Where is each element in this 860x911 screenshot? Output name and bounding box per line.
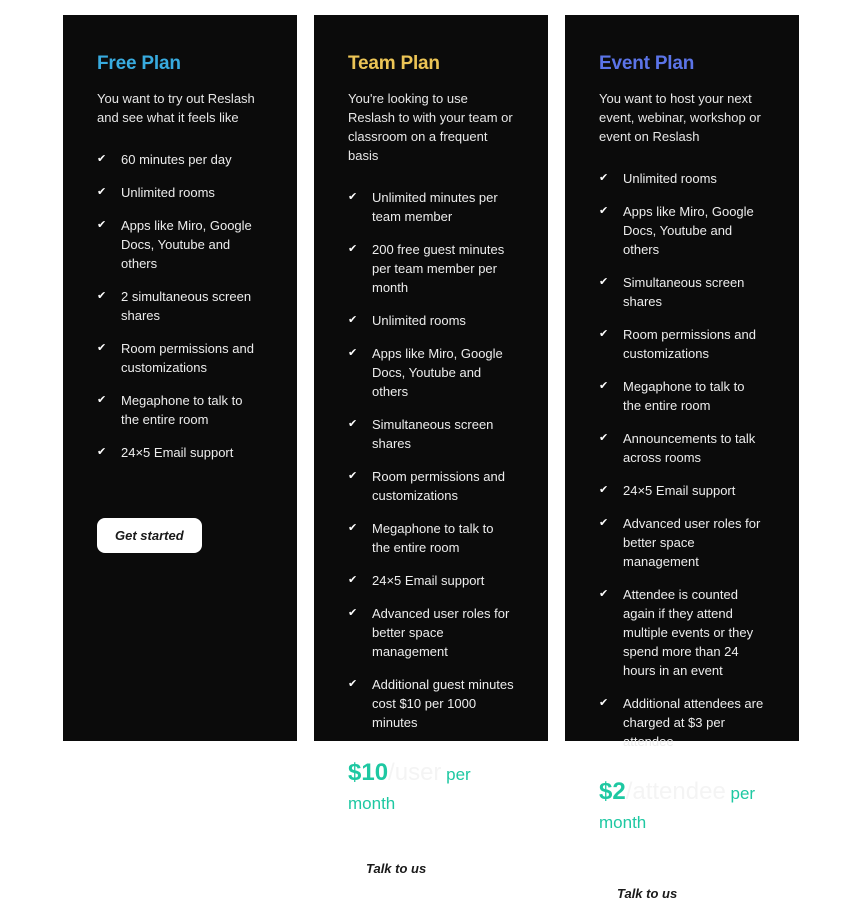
feature-item bbox=[599, 694, 765, 751]
feature-text: Apps like Miro, Google Docs, Youtube and others bbox=[623, 204, 754, 257]
talk-to-us-button[interactable]: Talk to us bbox=[348, 851, 444, 886]
feature-text: Advanced user roles for better space management bbox=[623, 516, 761, 569]
check-icon: ✔ bbox=[97, 219, 107, 231]
feature-item bbox=[348, 415, 514, 453]
check-icon: ✔ bbox=[97, 446, 107, 458]
feature-item bbox=[599, 481, 765, 500]
feature-text: Attendee is counted again if they attend multiple events or they spend more than 24 hours in an event bbox=[623, 587, 754, 678]
feature-text: Unlimited rooms bbox=[372, 313, 466, 328]
feature-item bbox=[348, 675, 514, 732]
check-icon: ✔ bbox=[599, 276, 609, 288]
feature-item bbox=[348, 604, 514, 661]
price-suffix: per month bbox=[348, 765, 471, 813]
feature-list bbox=[599, 169, 765, 751]
feature-text: Advanced user roles for better space management bbox=[372, 606, 510, 659]
feature-text: Unlimited rooms bbox=[623, 171, 717, 186]
check-icon: ✔ bbox=[348, 191, 358, 203]
check-icon: ✔ bbox=[599, 205, 609, 217]
feature-item bbox=[97, 339, 263, 377]
feature-item bbox=[599, 429, 765, 467]
feature-text: Apps like Miro, Google Docs, Youtube and others bbox=[121, 218, 252, 271]
feature-text: Room permissions and customizations bbox=[623, 327, 756, 361]
feature-text: Announcements to talk across rooms bbox=[623, 431, 756, 465]
price-amount: $2 bbox=[599, 778, 626, 805]
feature-text: 24×5 Email support bbox=[372, 573, 485, 588]
feature-item bbox=[97, 183, 263, 202]
price-amount: $10 bbox=[348, 759, 389, 786]
plan-title: Free Plan bbox=[97, 53, 181, 74]
check-icon: ✔ bbox=[348, 243, 358, 255]
feature-text: 200 free guest minutes per team member per month bbox=[372, 242, 505, 295]
plan-title: Team Plan bbox=[348, 53, 440, 74]
feature-item bbox=[348, 344, 514, 401]
feature-text: Unlimited rooms bbox=[121, 185, 215, 200]
check-icon: ✔ bbox=[97, 394, 107, 406]
feature-text: Room permissions and customizations bbox=[372, 469, 505, 503]
feature-text: Room permissions and customizations bbox=[121, 341, 254, 375]
check-icon: ✔ bbox=[599, 380, 609, 392]
feature-item bbox=[599, 325, 765, 363]
feature-text: Unlimited minutes per team member bbox=[372, 190, 498, 224]
feature-item bbox=[97, 150, 263, 169]
price-unit: /user bbox=[388, 759, 442, 786]
feature-text: 24×5 Email support bbox=[623, 483, 736, 498]
check-icon: ✔ bbox=[599, 484, 609, 496]
check-icon: ✔ bbox=[97, 153, 107, 165]
feature-text: Megaphone to talk to the entire room bbox=[121, 393, 243, 427]
check-icon: ✔ bbox=[348, 347, 358, 359]
check-icon: ✔ bbox=[348, 470, 358, 482]
check-icon: ✔ bbox=[348, 607, 358, 619]
check-icon: ✔ bbox=[348, 678, 358, 690]
feature-item bbox=[348, 311, 514, 330]
get-started-button[interactable]: Get started bbox=[97, 518, 202, 553]
plan-card-event bbox=[565, 15, 799, 901]
feature-item bbox=[348, 240, 514, 297]
check-icon: ✔ bbox=[599, 432, 609, 444]
feature-text: Simultaneous screen shares bbox=[372, 417, 494, 451]
feature-text: 2 simultaneous screen shares bbox=[121, 289, 252, 323]
check-icon: ✔ bbox=[599, 517, 609, 529]
check-icon: ✔ bbox=[348, 418, 358, 430]
feature-text: Additional attendees are charged at $3 per attendee bbox=[623, 696, 764, 749]
price-unit: /attendee bbox=[625, 778, 726, 805]
price bbox=[599, 778, 765, 838]
feature-item bbox=[599, 585, 765, 680]
check-icon: ✔ bbox=[599, 697, 609, 709]
feature-text: 60 minutes per day bbox=[121, 152, 232, 167]
price bbox=[348, 759, 514, 819]
feature-text: Apps like Miro, Google Docs, Youtube and others bbox=[372, 346, 503, 399]
feature-text: Additional guest minutes cost $10 per 1000 minutes bbox=[372, 677, 514, 730]
feature-list bbox=[348, 188, 514, 732]
check-icon: ✔ bbox=[97, 342, 107, 354]
feature-item bbox=[348, 519, 514, 557]
feature-item bbox=[348, 571, 514, 590]
check-icon: ✔ bbox=[97, 290, 107, 302]
feature-item bbox=[599, 202, 765, 259]
check-icon: ✔ bbox=[599, 588, 609, 600]
feature-item bbox=[348, 188, 514, 226]
feature-item bbox=[97, 287, 263, 325]
feature-item bbox=[599, 169, 765, 188]
feature-item bbox=[599, 514, 765, 571]
plan-card-team bbox=[314, 15, 548, 876]
check-icon: ✔ bbox=[348, 522, 358, 534]
feature-text: Megaphone to talk to the entire room bbox=[372, 521, 494, 555]
plan-card-free bbox=[63, 15, 297, 741]
feature-item bbox=[599, 273, 765, 311]
feature-item bbox=[599, 377, 765, 415]
feature-item bbox=[97, 443, 263, 462]
plan-description: You want to try out Reslash and see what it feels like bbox=[97, 91, 255, 125]
plan-description: You want to host your next event, webinar, workshop or event on Reslash bbox=[599, 91, 761, 144]
feature-item bbox=[97, 391, 263, 429]
check-icon: ✔ bbox=[599, 172, 609, 184]
feature-list bbox=[97, 150, 263, 462]
check-icon: ✔ bbox=[348, 574, 358, 586]
plan-description: You're looking to use Reslash to with your team or classroom on a frequent basis bbox=[348, 91, 513, 163]
plan-title: Event Plan bbox=[599, 53, 695, 74]
check-icon: ✔ bbox=[599, 328, 609, 340]
talk-to-us-button[interactable]: Talk to us bbox=[599, 876, 695, 911]
price-suffix: per month bbox=[599, 784, 756, 832]
check-icon: ✔ bbox=[348, 314, 358, 326]
feature-text: Megaphone to talk to the entire room bbox=[623, 379, 745, 413]
feature-item bbox=[97, 216, 263, 273]
check-icon: ✔ bbox=[97, 186, 107, 198]
feature-text: 24×5 Email support bbox=[121, 445, 234, 460]
feature-text: Simultaneous screen shares bbox=[623, 275, 745, 309]
feature-item bbox=[348, 467, 514, 505]
